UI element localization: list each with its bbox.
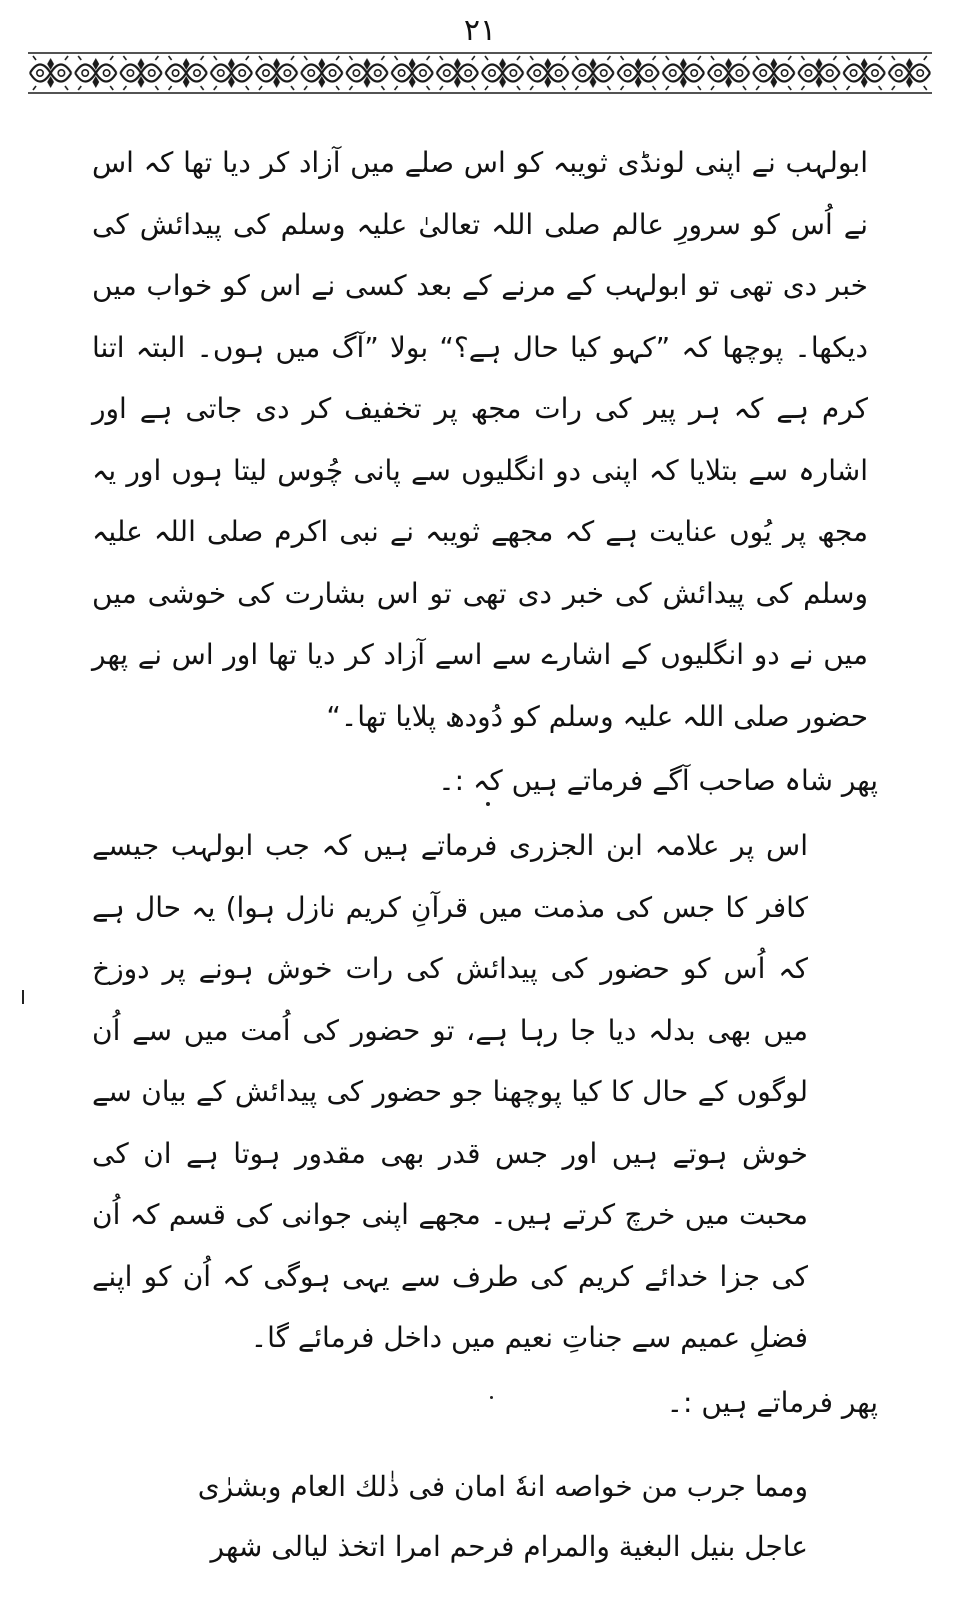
transition-line-farmate-hain: پھر فرماتے ہیں :۔	[666, 1385, 878, 1419]
quoted-paragraph-ibn-al-jazari: اس پر علامہ ابن الجزری فرماتے ہیں کہ جب ابولہب جیسے کافر کا جس کی مذمت میں قرآنِ کریم نازل ہوا) یہ حال ہے کہ اُس کو حضور کی پیدائش کی رات خوش ہونے پر دوزخ میں بھی بدلہ دیا جا رہا ہے، تو حضور کی اُمت میں سے اُن لوگوں کے حال کا کیا پوچھنا جو حضور کی پیدائش کے بیان سے خوش ہوتے ہیں اور جس قدر بھی مقدور ہوتا ہے ان کی محبت میں خرچ کرتے ہیں۔ مجھے اپنی جوانی کی قسم کہ اُن کی جزا خدائے کریم کی طرف سے یہی ہوگی کہ اُن کو اپنے فضلِ عمیم سے جناتِ نعیم میں داخل فرمائے گا۔	[92, 829, 808, 1354]
arabic-line: ومما جرب من خواصه انهٗ امان فی ذٰلك العام وبشرٰی	[197, 1469, 808, 1503]
main-text	[92, 112, 878, 1577]
scan-dot	[490, 1396, 493, 1399]
decorative-border-ornament	[28, 52, 932, 94]
transition-line-shah-sahib: پھر شاہ صاحب آگے فرماتے ہیں کہ :۔	[438, 764, 878, 797]
arabic-line: عاجل بنيل البغية والمرام فرحم امرا اتخذ ليالی شهر	[210, 1529, 808, 1563]
quoted-paragraph-abu-lahab: ابولہب نے اپنی لونڈی ثویبہ کو اس صلے میں آزاد کر دیا تھا کہ اس نے اُس کو سرورِ عالم صلی اللہ تعالیٰ علیہ وسلم کی پیدائش کی خبر دی تھی تو ابولہب کے مرنے کے بعد کسی نے اس کو خواب میں دیکھا۔ پوچھا کہ ”کہو کیا حال ہے؟“ بولا ”آگ میں ہوں۔ البتہ اتنا کرم ہے کہ ہر پیر کی رات مجھ پر تخفیف کر دی جاتی ہے اور اشارہ سے بتلایا کہ اپنی دو انگلیوں سے پانی چُوس لیتا ہوں اور یہ مجھ پر یُوں عنایت ہے کہ مجھے ثویبہ نے نبی اکرم صلی اللہ علیہ وسلم کی پیدائش کی خبر دی تھی تو اس بشارت کی خوشی میں میں نے دو انگلیوں کے اشارے سے اسے آزاد کر دیا تھا اور اس نے پھر حضور صلی اللہ علیہ وسلم کو دُودھ پلایا تھا۔“	[92, 146, 868, 733]
margin-mark	[22, 990, 24, 1004]
scan-dot	[486, 802, 490, 806]
page-number: ۲۱	[463, 13, 497, 48]
arabic-quotation	[92, 1457, 808, 1577]
